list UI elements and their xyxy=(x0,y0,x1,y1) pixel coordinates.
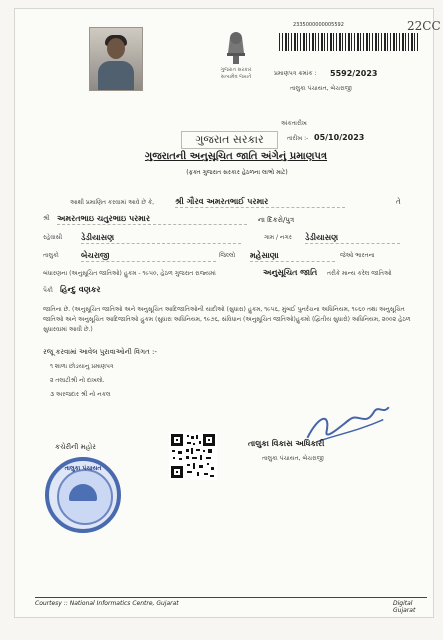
officer-title: તાલુકા વિકાસ અધિકારી xyxy=(248,439,325,448)
footer-divider xyxy=(35,597,427,598)
village-label: રહેવાસી xyxy=(43,234,63,241)
village-right-label: ગામ / નગર xyxy=(264,234,292,241)
footer-brand: Digital Gujarat xyxy=(393,600,416,614)
emblem-line1: ગુજરાત સરકાર xyxy=(220,67,252,73)
subtitle: ગુજરાતની અનુસૂચિત જાતિ અંગેનું પ્રમાણપત્ર xyxy=(144,151,328,162)
community-prefix: પૈકી xyxy=(43,287,53,294)
document-item: ૧ શાળા છોડયાનુ પ્રમાણપત્ર xyxy=(50,363,114,370)
certificate-number: 5592/2023 xyxy=(330,69,378,78)
taluka-label: તાલુકો xyxy=(43,252,59,259)
caste-status: અનુસૂચિત જાતિ xyxy=(263,268,318,277)
district-label: જિલ્લો xyxy=(219,252,236,259)
state-suffix: જેઓ ભારતના xyxy=(340,252,375,259)
date-heading: અંકતારીખ xyxy=(281,120,307,127)
applicant-name: શ્રી ગૌરવ અમરતભાઈ પરમાર xyxy=(175,197,345,208)
date-label: તારીખ :- xyxy=(287,135,309,142)
applicant-photo xyxy=(89,27,143,91)
father-prefix: શ્રી xyxy=(43,215,50,222)
emblem-line2: સત્યમેવ જયતે xyxy=(220,74,252,80)
officer-office: તાલુકા પંચાયત, બેચરાજી xyxy=(262,455,324,462)
handwritten-number: 22CC xyxy=(407,19,441,33)
legal-paragraph: જાતિના છે. (અનુસૂચિત જાતિઓ અને અનુસૂચિત આદિજાતિઓની યાદીઓ (સુધારા) હુકમ, ૧૯૫૬, મુંબઈ પુનર્રચના અધિનિયમ, ૧૯૬૦ તથા અનુસૂચિત જાતિઓ અને અનુસૂચિત આદિજાતિઓ હુકમ (સુધારા અધિનિયમ, ૧૯૭૬, સંવિધાન (અનુસૂચિત જાતિઓ)હુકમો (દ્વિતીય સુધારો) અધિનિયમ, ૨૦૦૨ હેઠળ સુધારવામાં આવી છે.) xyxy=(43,306,411,333)
village-name: ડેડીયાસણ xyxy=(81,233,241,244)
barcode-label: 2335000000005592 xyxy=(293,22,344,28)
office-seal xyxy=(45,457,121,533)
caste-line: બંધારણના (અનુસૂચિત જાતિઓ) હુકમ - ૧૯૫૦, હેઠળ ગુજરાત રાજ્યમાં xyxy=(43,270,216,277)
office-stamp-label: કચેરીની મહોર xyxy=(55,443,96,451)
document-item: ૩ અરજદાર શ્રી નો નકલ xyxy=(50,391,111,398)
main-title: ગુજરાત સરકાર xyxy=(181,131,278,149)
line1-prefix: આથી પ્રમાણિત કરવામાં આવે છે કે, xyxy=(70,199,155,206)
office-label: તાલુકા પંચાયત, બેચરાજી xyxy=(290,85,352,92)
line1-end: તે xyxy=(396,198,401,206)
barcode xyxy=(279,33,419,51)
date-value: 05/10/2023 xyxy=(314,133,365,142)
district-name: મહેસાણા xyxy=(250,251,335,262)
caste-end: તરીકે માન્ય કરેલ જાતિઓ xyxy=(327,270,392,277)
community-name: હિન્દુ વણકર xyxy=(60,285,101,294)
footer-courtesy: Courtesy :: National Informatics Centre, Gujarat xyxy=(35,600,179,607)
state-emblem xyxy=(218,25,254,67)
documents-heading: રજૂ કરવામાં આવેલ પુરાવાઓની વિગત :- xyxy=(43,348,157,356)
relation-text: ના દિકરો/પુત્ર xyxy=(258,216,295,224)
qr-code xyxy=(169,432,217,480)
village-right: ડેડીયાસણ xyxy=(305,233,400,244)
seal-text: તાલુકા પંચાયત xyxy=(64,465,102,472)
certificate-number-label: પ્રમાણપત્ર ક્રમાંક : xyxy=(274,70,317,77)
document-item: ૨ તલાટીશ્રી નો દાખલો. xyxy=(50,377,105,384)
father-name: અમરતભાઇ ચતુરભાઇ પરમાર xyxy=(57,214,247,225)
title-note: (ફક્ત ગુજરાત સરકાર હેઠળના લાભો માટે) xyxy=(186,169,288,176)
certificate-page xyxy=(14,8,441,618)
taluka-name: બેચરાજી xyxy=(81,251,216,262)
